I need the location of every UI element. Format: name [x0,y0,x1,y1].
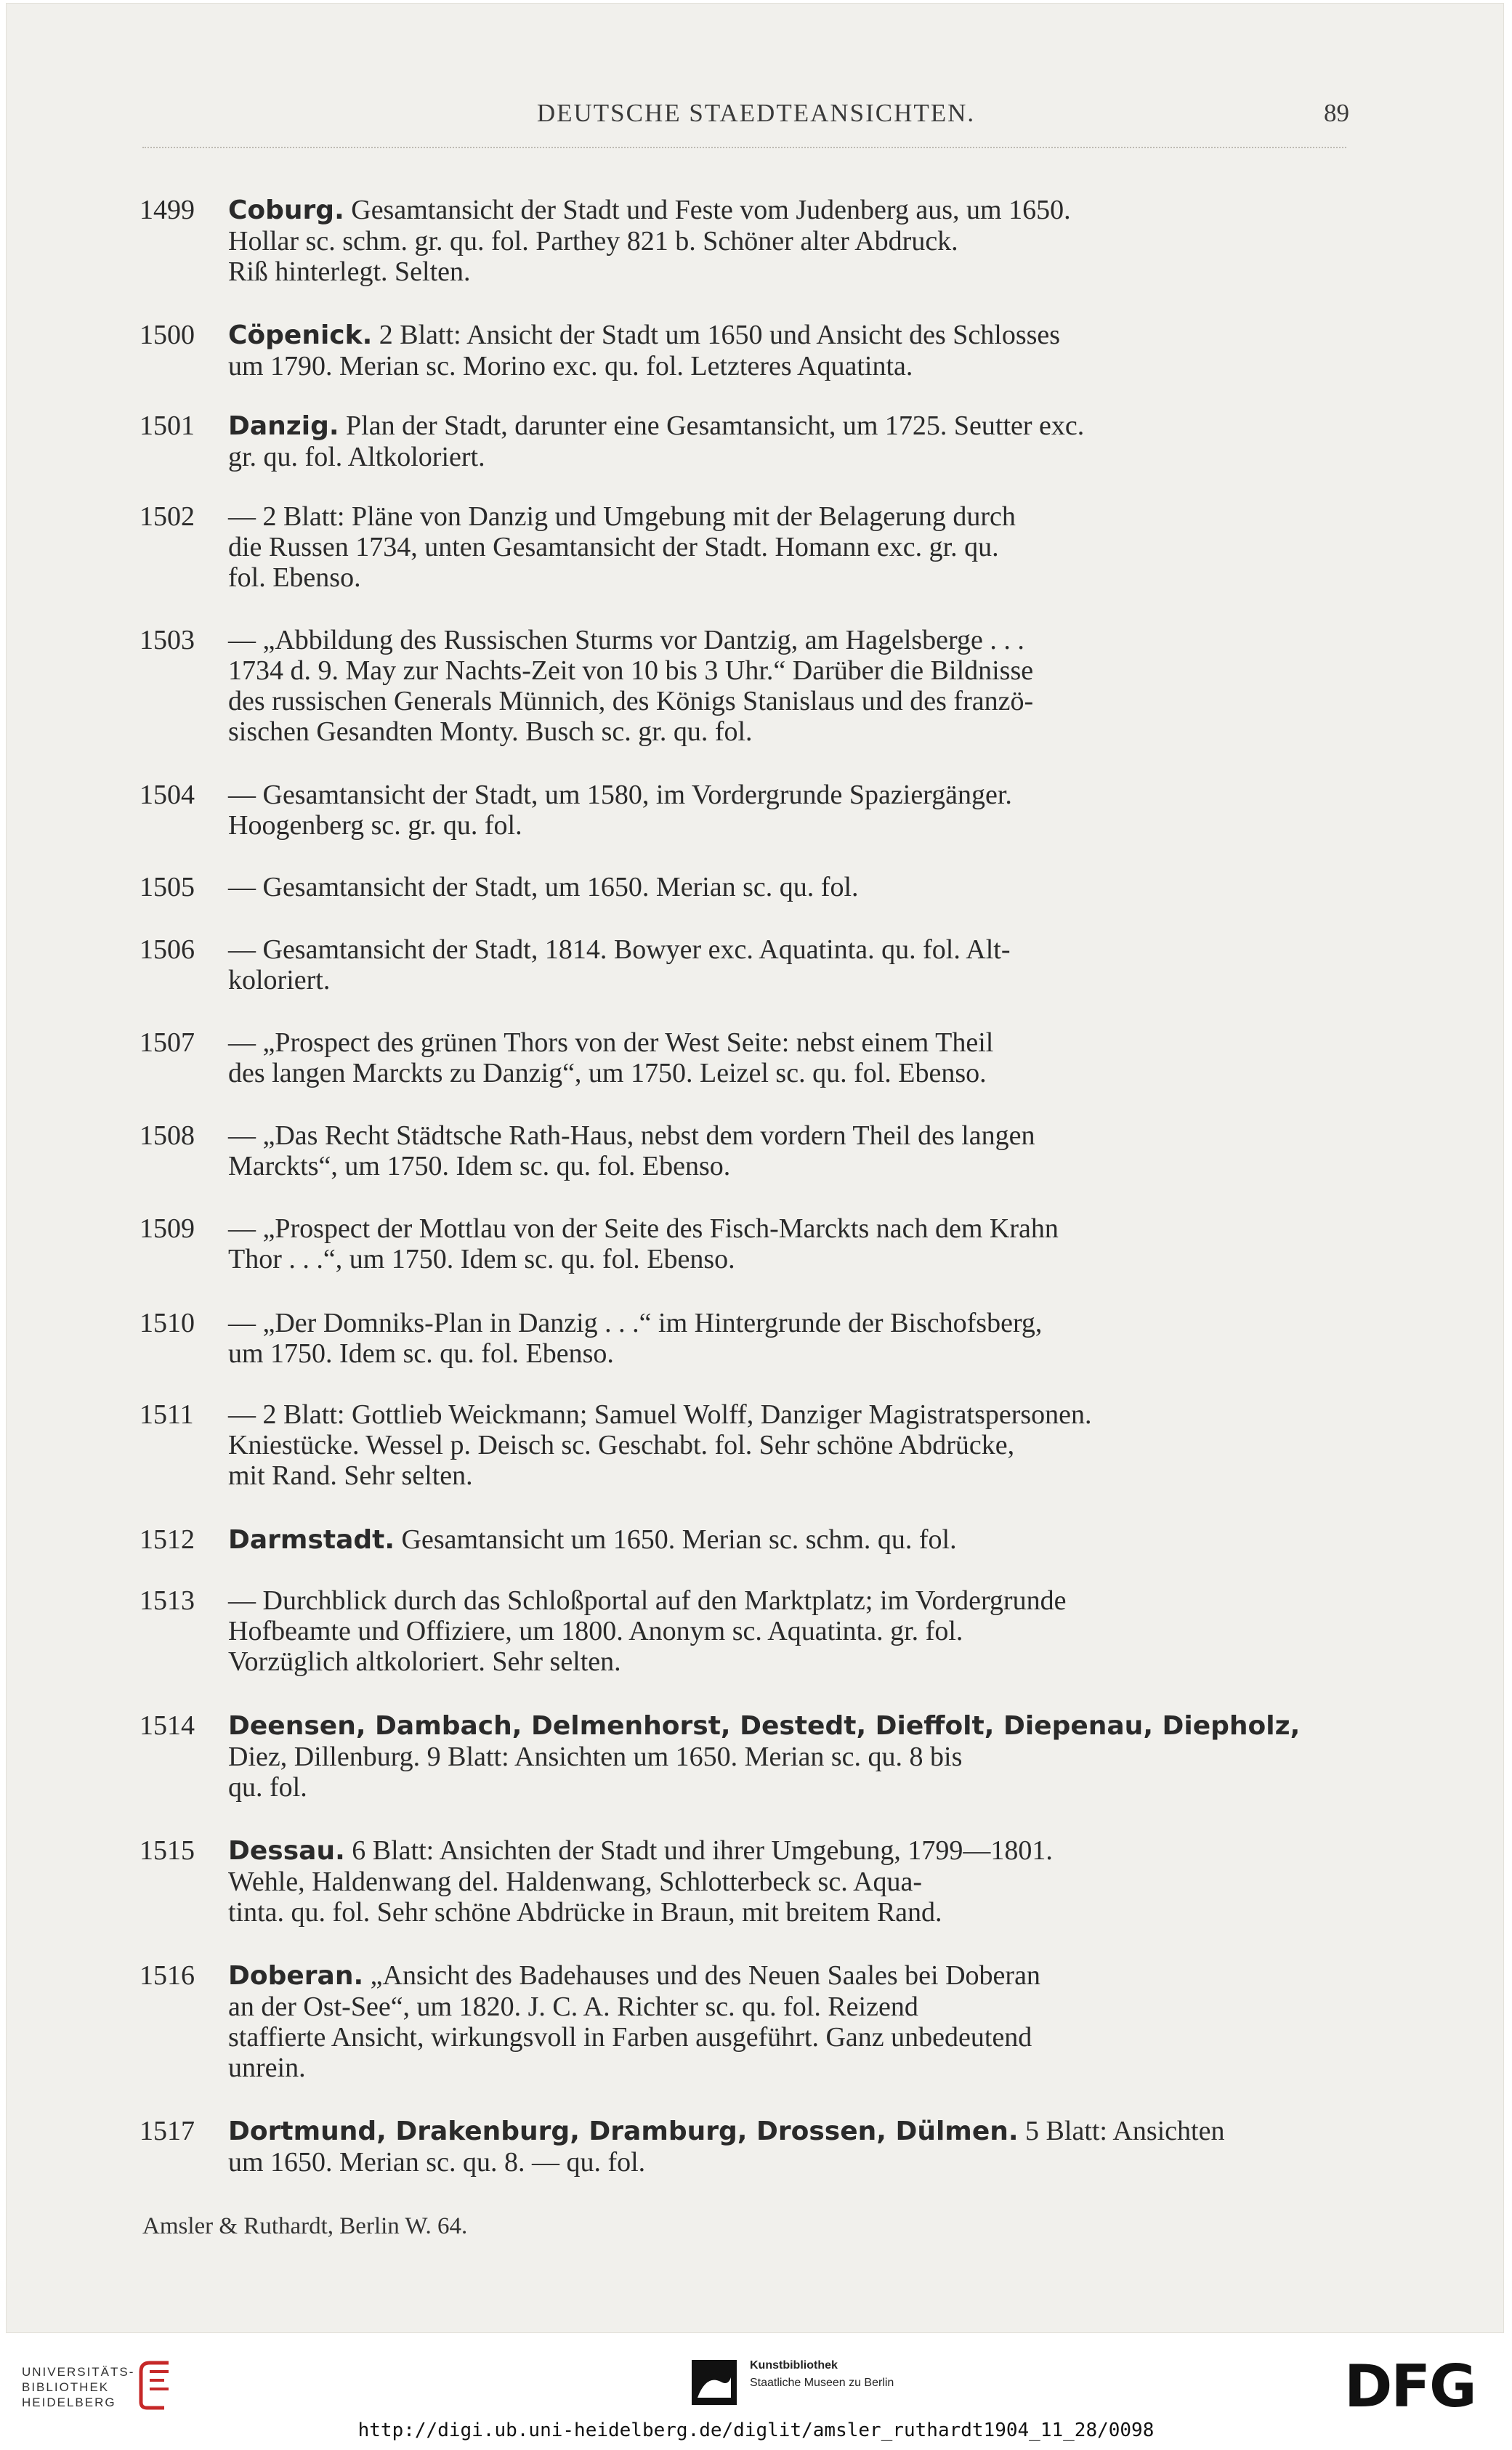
entry-text [228,320,1350,381]
entry-description: Plan der Stadt, darunter eine Gesamtansicht, um 1725. Seutter exc. [346,411,1085,441]
entry-first-line [228,501,1350,532]
entry-first-line [228,625,1350,655]
entry-number: 1505 [140,872,195,902]
entry-text [228,1524,1350,1556]
entry-description: 6 Blatt: Ansichten der Stadt und ihrer Umgebung, 1799—1801. [352,1835,1053,1866]
entry-text [228,1399,1350,1491]
university-line: BIBLIOTHEK [22,2380,110,2394]
entry-number: 1511 [140,1399,194,1430]
kunstbibliothek-name: Kunstbibliothek [750,2359,838,2372]
entry-place-name: Darmstadt. [228,1525,395,1555]
entry-continuation-line: um 1750. Idem sc. qu. fol. Ebenso. [228,1338,614,1369]
entry-continuation-line: 1734 d. 9. May zur Nachts-Zeit von 10 bis 3 Uhr.“ Darüber die Bildnisse [228,655,1034,686]
entry-continuation-line: Marckts“, um 1750. Idem sc. qu. fol. Ebenso. [228,1151,731,1181]
dfg-logo: DFG [1344,2353,1476,2420]
entry-place-name: Danzig. [228,411,339,441]
entry-text [228,1710,1350,1803]
entry-description: — 2 Blatt: Pläne von Danzig und Umgebung mit der Belagerung durch [228,501,1016,532]
entry-description: Gesamtansicht der Stadt und Feste vom Judenberg aus, um 1650. [351,195,1071,225]
entry-first-line [228,1585,1350,1616]
entry-text [228,501,1350,593]
entry-continuation-line: an der Ost-See“, um 1820. J. C. A. Richter sc. qu. fol. Reizend [228,1992,918,2022]
entry-description: — Gesamtansicht der Stadt, um 1650. Merian sc. qu. fol. [228,872,859,902]
entry-number: 1508 [140,1120,195,1151]
entry-place-name: Doberan. [228,1961,364,1991]
entry-continuation-line: qu. fol. [228,1772,307,1803]
entry-number: 1499 [140,195,195,225]
entry-description: — „Prospect des grünen Thors von der West Seite: nebst einem Theil [228,1027,994,1058]
entry-first-line [228,1308,1350,1338]
entry-number: 1504 [140,780,195,810]
entry-text [228,411,1350,472]
entry-continuation-line: des langen Marckts zu Danzig“, um 1750. Leizel sc. qu. fol. Ebenso. [228,1058,987,1088]
entry-continuation-line: Riß hinterlegt. Selten. [228,256,471,287]
entry-text [228,1213,1350,1274]
entry-continuation-line: Thor . . .“, um 1750. Idem sc. qu. fol. Ebenso. [228,1244,735,1274]
printer-imprint: Amsler & Ruthardt, Berlin W. 64. [142,2213,468,2239]
entry-number: 1501 [140,411,195,441]
entry-description: — Gesamtansicht der Stadt, 1814. Bowyer exc. Aquatinta. qu. fol. Alt- [228,934,1011,965]
entry-text [228,780,1350,841]
entry-description: 5 Blatt: Ansichten [1025,2116,1225,2146]
entry-first-line [228,1213,1350,1244]
entry-number: 1510 [140,1308,195,1338]
entry-place-name: Deensen, Dambach, Delmenhorst, Destedt, Dieffolt, Diepenau, Diepholz, [228,1711,1301,1741]
page-url-link[interactable]: http://digi.ub.uni-heidelberg.de/diglit/amsler_ruthardt1904_11_28/0098 [357,2419,1155,2441]
entry-number: 1516 [140,1960,195,1991]
entry-place-name: Dortmund, Drakenburg, Dramburg, Drossen, Dülmen. [228,2117,1019,2146]
entry-number: 1503 [140,625,195,655]
entry-text [228,1308,1350,1369]
entry-continuation-line: Vorzüglich altkoloriert. Sehr selten. [228,1646,621,1677]
header-rule [142,147,1346,148]
entry-first-line [228,320,1350,351]
university-line: UNIVERSITÄTS- [22,2365,135,2379]
entry-description: Gesamtansicht um 1650. Merian sc. schm. qu. fol. [401,1524,957,1555]
entry-continuation-line: des russischen Generals Münnich, des Königs Stanislaus und des franzö- [228,686,1034,716]
entry-text [228,1585,1350,1677]
kunstbibliothek-logo-icon [692,2360,737,2405]
kunstbibliothek-label [750,2357,894,2392]
entry-first-line [228,934,1350,965]
entry-number: 1515 [140,1835,195,1866]
entry-continuation-line: um 1650. Merian sc. qu. 8. — qu. fol. [228,2147,646,2178]
entry-description: „Ansicht des Badehauses und des Neuen Saales bei Doberan [370,1960,1040,1991]
entry-description: — 2 Blatt: Gottlieb Weickmann; Samuel Wolff, Danziger Magistratspersonen. [228,1399,1092,1430]
entry-first-line [228,1960,1350,1992]
entry-first-line [228,872,1350,902]
entry-description: — „Der Domniks-Plan in Danzig . . .“ im Hintergrunde der Bischofsberg, [228,1308,1043,1338]
entry-continuation-line: Kniestücke. Wessel p. Deisch sc. Geschabt. fol. Sehr schöne Abdrücke, [228,1430,1015,1460]
entry-first-line [228,780,1350,810]
entry-text [228,1027,1350,1088]
entry-continuation-line: tinta. qu. fol. Sehr schöne Abdrücke in Braun, mit breitem Rand. [228,1897,942,1928]
entry-text [228,1960,1350,2083]
entry-number: 1512 [140,1524,195,1555]
entry-place-name: Coburg. [228,195,344,225]
university-line: HEIDELBERG [22,2396,116,2409]
entry-first-line [228,1710,1350,1742]
entry-continuation-line: Wehle, Haldenwang del. Haldenwang, Schlotterbeck sc. Aqua- [228,1867,923,1897]
entry-description: — „Prospect der Mottlau von der Seite des Fisch-Marckts nach dem Krahn [228,1213,1059,1244]
entry-number: 1513 [140,1585,195,1616]
entry-number: 1509 [140,1213,195,1244]
page-number: 89 [1324,99,1349,127]
entry-number: 1507 [140,1027,195,1058]
entry-continuation-line: koloriert. [228,965,331,995]
entry-text [228,625,1350,747]
entry-first-line [228,1399,1350,1430]
entry-continuation-line: um 1790. Merian sc. Morino exc. qu. fol. Letzteres Aquatinta. [228,351,913,381]
entry-description: — Durchblick durch das Schloßportal auf den Marktplatz; im Vordergrunde [228,1585,1067,1616]
entry-place-name: Cöpenick. [228,320,373,350]
entry-place-name: Dessau. [228,1836,345,1866]
entry-continuation-line: Diez, Dillenburg. 9 Blatt: Ansichten um 1650. Merian sc. qu. 8 bis [228,1742,963,1772]
entry-continuation-line: staffierte Ansicht, wirkungsvoll in Farben ausgeführt. Ganz unbedeutend [228,2022,1032,2053]
entry-first-line [228,195,1350,226]
running-title: DEUTSCHE STAEDTEANSICHTEN. [536,99,976,127]
entry-continuation-line: mit Rand. Sehr selten. [228,1460,473,1491]
entry-continuation-line: gr. qu. fol. Altkoloriert. [228,442,485,472]
entry-text [228,2116,1350,2178]
entry-text [228,1120,1350,1181]
entry-continuation-line: sischen Gesandten Monty. Busch sc. gr. qu. fol. [228,716,753,747]
entry-description: — „Abbildung des Russischen Sturms vor Dantzig, am Hagelsberge . . . [228,625,1024,655]
entry-number: 1502 [140,501,195,532]
entry-text [228,1835,1350,1928]
entry-continuation-line: unrein. [228,2053,306,2083]
entry-text [228,872,1350,902]
entry-number: 1514 [140,1710,195,1741]
entry-description: — „Das Recht Städtsche Rath-Haus, nebst dem vordern Theil des langen [228,1120,1035,1151]
entry-first-line [228,1120,1350,1151]
entry-continuation-line: die Russen 1734, unten Gesamtansicht der Stadt. Homann exc. gr. qu. [228,532,999,562]
entry-first-line [228,411,1350,442]
entry-continuation-line: Hofbeamte und Offiziere, um 1800. Anonym sc. Aquatinta. gr. fol. [228,1616,963,1646]
kunstbibliothek-subtitle: Staatliche Museen zu Berlin [750,2377,894,2389]
entry-first-line [228,1835,1350,1867]
entry-number: 1500 [140,320,195,350]
entry-first-line [228,1027,1350,1058]
university-seal-icon [135,2358,176,2412]
entry-description: — Gesamtansicht der Stadt, um 1580, im Vordergrunde Spaziergänger. [228,780,1012,810]
university-library-logo [22,2364,134,2410]
entry-text [228,934,1350,995]
entry-first-line [228,2116,1350,2147]
entry-first-line [228,1524,1350,1556]
entry-text [228,195,1350,287]
entry-continuation-line: Hollar sc. schm. gr. qu. fol. Parthey 821 b. Schöner alter Abdruck. [228,226,958,256]
entry-continuation-line: Hoogenberg sc. gr. qu. fol. [228,810,522,841]
entry-number: 1506 [140,934,195,965]
entry-number: 1517 [140,2116,195,2146]
entry-description: 2 Blatt: Ansicht der Stadt um 1650 und Ansicht des Schlosses [379,320,1061,350]
entry-continuation-line: fol. Ebenso. [228,562,361,593]
